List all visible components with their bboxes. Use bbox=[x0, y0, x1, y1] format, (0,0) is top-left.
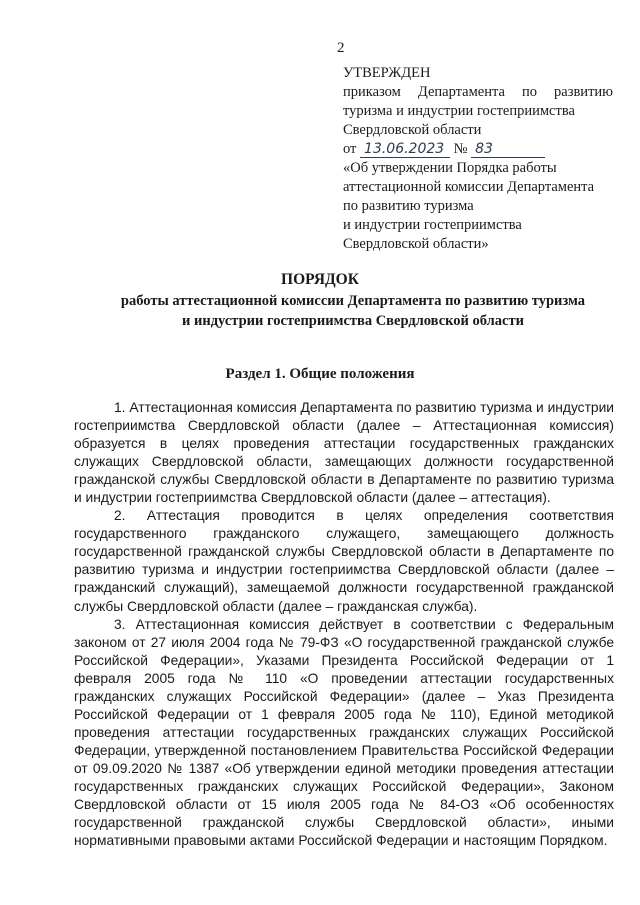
handwritten-date: 13.06.2023 bbox=[360, 142, 450, 158]
paragraph: 3. Аттестационная комиссия действует в соответствии с Федеральным законом от 27 июля 2004 года № 79-ФЗ «О государственной гражданской службе Российской Федерации», Указами Президента Российской Федерации от 1 февраля 2005 года № 110 «О проведении аттестации государственных гражданских служащих Российской Федерации» (далее – Указ Президента Российской Федерации от 1 февраля 2005 года № 110), Единой методикой проведения аттестации государственных гражданских служащих Российской Федерации, утвержденной постановлением Правительства Российской Федерации от 09.09.2020 № 1387 «Об утверждении единой методики проведения аттестации государственных гражданских служащих Российской Федерации», Законом Свердловской области от 15 июля 2005 года № 84-ОЗ «Об особенностях государственной гражданской службы Свердловской области», иными нормативными правовыми актами Российской Федерации и настоящим Порядком. bbox=[74, 616, 614, 849]
paragraph: 1. Аттестационная комиссия Департамента по развитию туризма и индустрии гостеприимства Свердловской области (далее – Аттестационная комиссия) образуется в целях проведения аттестации государственных гражданских служащих Свердловской области, замещающих должности государственной гражданской службы Свердловской области в Департаменте по развитию туризма и индустрии гостеприимства Свердловской области (далее – аттестация). bbox=[74, 400, 614, 506]
document-subtitle: и индустрии гостеприимства Свердловской области bbox=[182, 313, 524, 329]
approval-line: туризма и индустрии гостеприимства bbox=[343, 103, 575, 119]
approval-stamp-block bbox=[343, 64, 613, 254]
document-subtitle: работы аттестационной комиссии Департамента по развитию туризма bbox=[120, 293, 586, 309]
document-title: ПОРЯДОК bbox=[281, 271, 359, 288]
approval-title-line: аттестационной комиссии Департамента bbox=[343, 179, 595, 195]
handwritten-number: 83 bbox=[471, 142, 545, 158]
date-prefix: от bbox=[343, 141, 357, 157]
approval-date-line bbox=[343, 140, 613, 159]
section-heading: Раздел 1. Общие положения bbox=[225, 366, 415, 382]
number-prefix: № bbox=[453, 141, 468, 157]
paragraph: 2. Аттестация проводится в целях определения соответствия государственного гражданского служащего, замещающего должность государственной гражданской службы Свердловской области в Департаменте по развитию туризма и индустрии гостеприимства Свердловской области (далее – гражданский служащий), замещаемой должности государственной гражданской службы Свердловской области (далее – гражданская служба). bbox=[74, 508, 614, 614]
approval-title-line: по развитию туризма bbox=[343, 198, 474, 214]
approval-line: Свердловской области bbox=[343, 122, 482, 138]
approval-line: приказом Департамента по развитию bbox=[343, 84, 613, 100]
approval-heading: УТВЕРЖДЕН bbox=[343, 65, 431, 81]
approval-title-line: и индустрии гостеприимства bbox=[343, 217, 522, 233]
page-number: 2 bbox=[337, 40, 345, 56]
approval-title-line: «Об утверждении Порядка работы bbox=[343, 160, 557, 176]
document-body bbox=[74, 399, 614, 850]
approval-title-line: Свердловской области» bbox=[343, 236, 489, 252]
